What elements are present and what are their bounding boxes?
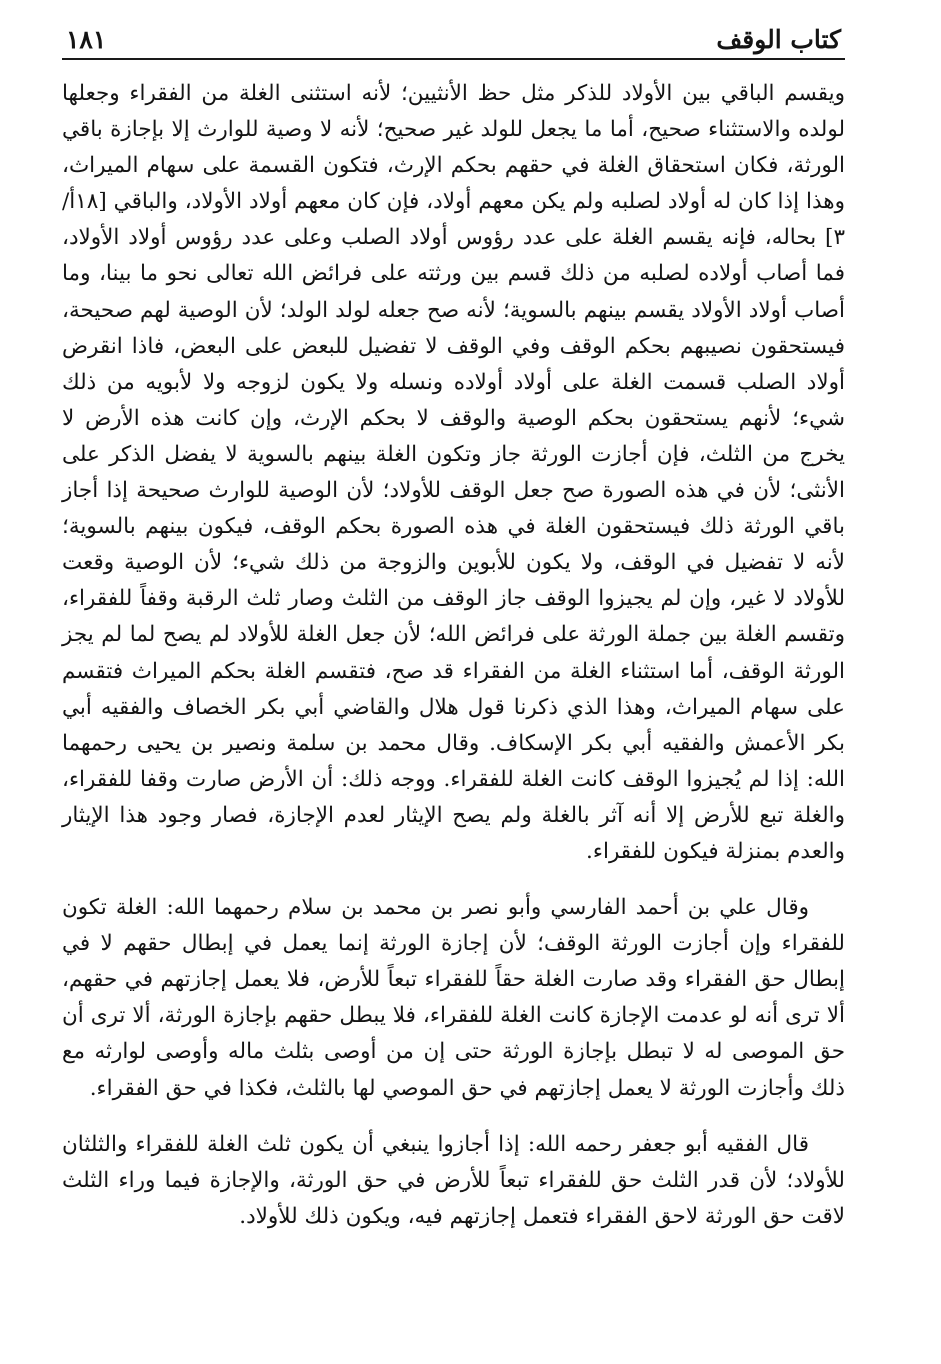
page-header xyxy=(62,18,845,60)
book-page xyxy=(62,18,845,1235)
paragraph-3: قال الفقيه أبو جعفر رحمه الله: إذا أجازوا ينبغي أن يكون ثلث الغلة للفقراء والثلثان للأولاد؛ لأن قدر الثلث حق للفقراء تبعاً للأرض في حق الورثة، والإجازة فيما وراء الثلث لاقت حق الورثة لاحق الفقراء فتعمل إجازتهم فيه، ويكون ذلك للأولاد. xyxy=(62,1131,845,1229)
book-title: كتاب الوقف xyxy=(716,25,841,54)
paragraph-1: ويقسم الباقي بين الأولاد للذكر مثل حظ الأنثيين؛ لأنه استثنى الغلة من الفقراء وجعلها لولده والاستثناء صحيح، أما ما يجعل للولد غير صحيح؛ لأنه لا وصية للوارث إلا بإجازة باقي الورثة، فكان استحقاق الغلة في حقهم بحكم الإرث، فتكون القسمة على سهام الميراث، وهذا إذا كان له أولاد لصلبه ولم يكن معهم أولاد، فإن كان معهم أولاد الأولاد، والباقي [١٨أ/٣] بحاله، فإنه يقسم الغلة على عدد رؤوس أولاد الصلب وعلى عدد رؤوس أولاد الأولاد، فما أصاب أولاده لصلبه من ذلك قسم بين ورثته على فرائض الله تعالى نحو ما بينا، وما أصاب أولاد الأولاد يقسم بينهم بالسوية؛ لأنه صح جعله لولد الولد؛ لأن الوصية لهم صحيحة، فيستحقون نصيبهم بحكم الوقف وفي الوقف لا تفضيل للبعض على البعض، فاذا انقرض أولاد الصلب قسمت الغلة على أولاد أولاده ونسله ولا يكون لزوجه ولا لأبويه من ذلك شيء؛ لأنهم يستحقون بحكم الوصية والوقف لا بحكم الإرث، وإن كانت هذه الأرض لا يخرج من الثلث، فإن أجازت الورثة جاز وتكون الغلة بينهم بالسوية لا يفضل الذكر على الأنثى؛ لأن في هذه الصورة صح جعل الوقف للأولاد؛ لأن الوصية للوارث صحيحة إذا أجاز باقي الورثة ذلك فيستحقون الغلة في هذه الصورة بحكم الوقف، فيكون بينهم بالسوية؛ لأنه لا تفضيل في الوقف، ولا يكون للأبوين والزوجة من ذلك شيء؛ لأن الوصية وقعت للأولاد لا غير، وإن لم يجيزوا الوقف جاز الوقف من الثلث وصار ثلث الرقبة وقفاً للفقراء، وتقسم الغلة بين جملة الورثة على فرائض الله؛ لأن جعل الغلة للأولاد لم يصح لما لم يجز الورثة الوقف، أما استثناء الغلة من الفقراء قد صح، فتقسم الغلة بحكم الميراث فتقسم على سهام الميراث، وهذا الذي ذكرنا قول هلال والقاضي أبي بكر الخصاف والفقيه أبي بكر الأعمش والفقيه أبي بكر الإسكاف. وقال محمد بن سلمة ونصير بن يحيى رحمهما الله: إذا لم يُجيزوا الوقف كانت الغلة للفقراء. ووجه ذلك: أن الأرض صارت وقفا للفقراء، والغلة تبع للأرض إلا أنه آثر بالغلة ولم يصح الإيثار لعدم الإجازة، فصار وجود هذا الإيثار والعدم بمنزلة فيكون للفقراء. xyxy=(62,81,845,864)
paragraph-2: وقال علي بن أحمد الفارسي وأبو نصر بن محمد بن سلام رحمهما الله: الغلة تكون للفقراء وإن أجازت الورثة الوقف؛ لأن إجازة الورثة إنما يعمل في إبطال حقهم لا في إبطال حق الفقراء وقد صارت الغلة حقاً للفقراء تبعاً للأرض، فلا يعمل إجازتهم في حقهم، ألا ترى أنه لو عدمت الإجازة كانت الغلة للفقراء، فلا يبطل حقهم بإجازة الورثة، ألا ترى أن حق الموصى له لا تبطل بإجازة الورثة حتى إن من أوصى بثلث ماله وأوصى لوارثه مع ذلك وأجازت الورثة لا يعمل إجازتهم في حق الموصي لها بالثلث، فكذا في حق الفقراء. xyxy=(62,895,845,1101)
page-body xyxy=(62,76,845,1235)
page-number: ١٨١ xyxy=(66,25,107,54)
